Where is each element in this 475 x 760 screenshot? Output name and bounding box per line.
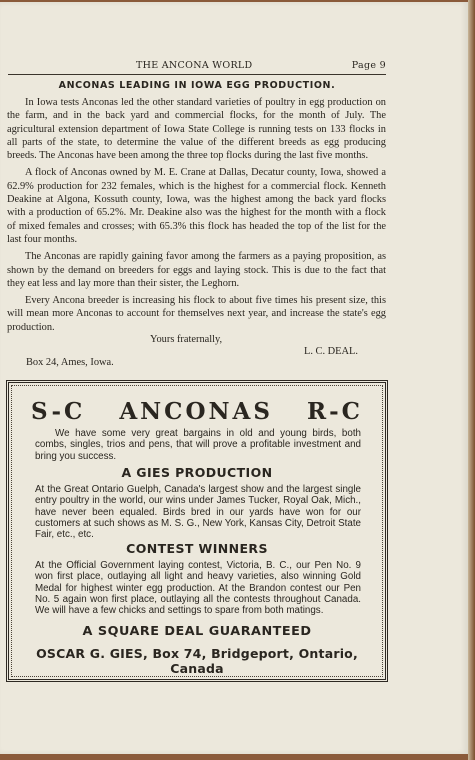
ad-contest-text: At the Official Government laying contest, Victoria, B. C., our Pen No. 9 won first place, outlaying all light and heavy varieties, also winning Gold Medal for highest winter egg production. At the Brandon contest our Pen No. 5 again won first place, outlaying all the contests throughout Canada. We will have a few chicks and settings to spare from both matings. [35,560,361,617]
ad-heading-contest: CONTEST WINNERS [126,541,268,556]
ad-title-main: ANCONAS [119,398,274,425]
ad-contact: OSCAR G. GIES, Box 74, Bridgeport, Ontario, Canada [36,646,358,676]
article-title: ANCONAS LEADING IN IOWA EGG PRODUCTION. [58,80,336,91]
letter-closing: Yours fraternally, [150,334,223,345]
ad-intro: We have some very great bargains in old and young birds, both combs, singles, trios and pens, that will prove a profitable investment and bring you success. [35,428,361,462]
running-title: THE ANCONA WORLD [136,60,253,71]
header-rule [8,74,386,75]
ad-production-text: At the Great Ontario Guelph, Canada's largest show and the largest single entry poultry in the world, our wins under James Tucker, Royal Oak, Mich., have never been equaled. Birds bred in our yards have won for our customers at such shows as M. S. G., New York, Kansas City, Detroit State Fair, etc., etc. [35,484,361,541]
letter-signature: L. C. DEAL. [304,346,358,357]
article-paragraph: The Anconas are rapidly gaining favor among the farmers as a paying proposition, as shown by the demand on breeders for eggs and laying stock. This is due to the fact that they eat less and lay more than their sister, the Leghorn. [7,251,386,289]
ad-guarantee: A SQUARE DEAL GUARANTEED [82,624,312,639]
ad-title-left: S-C [31,398,86,425]
page-header [8,60,386,74]
article-paragraph: In Iowa tests Anconas led the other standard varieties of poultry in egg production on the farm, and in the back yard and commercial flocks, for the month of July. The agricultural extension department of Iowa State College is running tests on 133 flocks in all parts of the state, to determine the value of the different breeds as egg producing breeds. The Anconas have been among the three top flocks during the last five months. [7,97,386,162]
ad-title [9,398,385,425]
ad-heading-production: A GIES PRODUCTION [121,465,273,480]
page-number: Page 9 [351,60,386,71]
article-paragraph: A flock of Anconas owned by M. E. Crane at Dallas, Decatur county, Iowa, showed a 62.9% production for 232 females, which is the highest for a commercial flock. Kenneth Deakine at Algona, Kossuth county, Iowa, was the highest among the back yard flocks with a production of 65.2%. Mr. Deakine also was the highest for the month with a flock of mixed females and crosses; with 65.3% this flock has headed the top of the list for the last four months. [7,167,386,245]
book-edge [468,0,475,760]
article-paragraph: Every Ancona breeder is increasing his flock to about five times his present size, this will mean more Anconas to account for themselves next year, and increase the state's egg production. [7,295,386,333]
letter-address: Box 24, Ames, Iowa. [26,357,114,368]
magazine-page [0,2,468,754]
article-body [7,96,386,338]
advertisement-box [6,380,388,682]
ad-title-right: R-C [307,398,363,425]
